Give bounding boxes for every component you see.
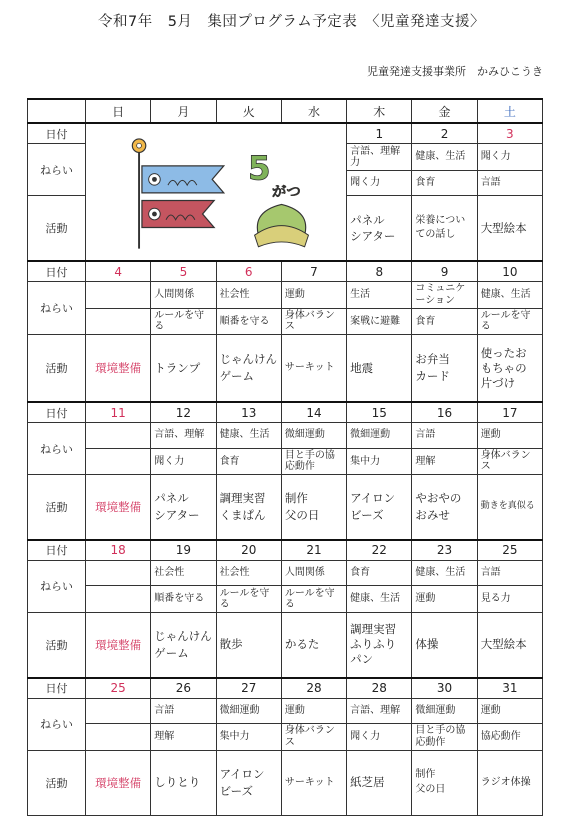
day-wed: 水 [281,99,346,123]
date-label: 日付 [28,540,86,560]
date-label: 日付 [28,402,86,422]
schedule-table [27,98,543,816]
week3-aim-row-2 [28,448,543,475]
activity-cell: 地震 [347,335,412,402]
aim-cell: 人間関係 [151,282,216,309]
activity-cell: パネル シアター [151,475,216,540]
week2-activity-row [28,335,543,402]
aim-cell: 生活 [347,282,412,309]
aim-cell: 見る力 [477,586,542,613]
date-cell: 28 [281,678,346,698]
activity-cell: 栄養につい ての話し [412,196,477,261]
date-cell: 5 [151,261,216,281]
date-cell: 30 [412,678,477,698]
aim-cell [86,308,151,335]
activity-label: 活動 [28,196,86,261]
aim-cell: 食育 [412,170,477,196]
week3-date-row [28,402,543,422]
activity-cell: ラジオ体操 [477,750,542,815]
activity-cell: サーキット [281,335,346,402]
aim-cell: 健康、生活 [412,144,477,171]
aim-cell: 健康、生活 [347,586,412,613]
aim-cell: 運動 [281,282,346,309]
date-cell: 14 [281,402,346,422]
aim-cell: 社会性 [216,282,281,309]
aim-cell: 食育 [412,308,477,335]
activity-cell: 散歩 [216,612,281,677]
aim-cell: ルールを守る [281,586,346,613]
activity-cell: やおやの おみせ [412,475,477,540]
date-cell: 3 [477,123,542,143]
aim-cell: 言語、理解 [347,698,412,724]
date-label: 日付 [28,123,86,143]
date-cell: 28 [347,678,412,698]
aim-cell: 協応動作 [477,724,542,751]
day-sat: 土 [477,99,542,123]
activity-label: 活動 [28,475,86,540]
activity-cell: パネル シアター [347,196,412,261]
week4-aim-row-2 [28,586,543,613]
aim-cell: 目と手の協応動作 [412,724,477,751]
koinobori-illustration [86,123,347,261]
date-cell: 19 [151,540,216,560]
aim-cell: 食育 [347,560,412,586]
activity-cell: サーキット [281,750,346,815]
aim-cell: 順番を守る [216,308,281,335]
activity-cell: 環境整備 [86,335,151,402]
activity-cell: 動きを真似る [477,475,542,540]
aim-cell: 聞く力 [477,144,542,171]
date-cell: 23 [412,540,477,560]
activity-cell: 制作 父の日 [281,475,346,540]
aim-cell: 運動 [412,586,477,613]
aim-cell: 言語 [151,698,216,724]
week5-date-row [28,678,543,698]
activity-cell: じゃんけん ゲーム [216,335,281,402]
day-mon: 月 [151,99,216,123]
aim-cell: 身体バランス [477,448,542,475]
aim-cell: ルールを守る [216,586,281,613]
aim-cell: 身体バランス [281,308,346,335]
activity-cell: 環境整備 [86,750,151,815]
aim-cell: 集中力 [216,724,281,751]
activity-cell: 制作 父の日 [412,750,477,815]
activity-cell: アイロン ビーズ [216,750,281,815]
day-sun: 日 [86,99,151,123]
aim-cell: 食育 [216,448,281,475]
aim-cell: 目と手の協応動作 [281,448,346,475]
date-label: 日付 [28,261,86,281]
activity-cell: じゃんけん ゲーム [151,612,216,677]
aim-label: ねらい [28,282,86,335]
day-thu: 木 [347,99,412,123]
week5-aim-row-1 [28,698,543,724]
date-cell: 6 [216,261,281,281]
weekday-header-row [28,99,543,123]
date-cell: 12 [151,402,216,422]
week2-aim-row-1 [28,282,543,309]
date-cell: 31 [477,678,542,698]
aim-cell [86,560,151,586]
aim-cell: 運動 [477,698,542,724]
aim-cell: 言語 [477,170,542,196]
date-cell: 25 [86,678,151,698]
date-cell: 8 [347,261,412,281]
activity-label: 活動 [28,612,86,677]
activity-label: 活動 [28,750,86,815]
activity-cell: 体操 [412,612,477,677]
aim-cell: ルールを守る [477,308,542,335]
aim-cell: 言語 [412,422,477,448]
date-label: 日付 [28,678,86,698]
aim-cell: 言語 [477,560,542,586]
corner-cell [28,99,86,123]
aim-cell [86,698,151,724]
date-cell: 15 [347,402,412,422]
five-text: 5 [247,149,271,188]
aim-cell [86,586,151,613]
activity-cell: 調理実習 くまぱん [216,475,281,540]
date-cell: 26 [151,678,216,698]
activity-cell: 紙芝居 [347,750,412,815]
date-cell: 21 [281,540,346,560]
aim-cell: 案戦に避難 [347,308,412,335]
aim-cell: コミュニケーション [412,282,477,309]
aim-cell: 微細運動 [412,698,477,724]
aim-cell: 理解 [151,724,216,751]
aim-cell: 健康、生活 [412,560,477,586]
date-cell: 27 [216,678,281,698]
aim-cell: 言語、理解力 [347,144,412,171]
aim-cell: 聞く力 [347,170,412,196]
week4-date-row [28,540,543,560]
gatsu-text: がつ [271,185,301,202]
day-fri: 金 [412,99,477,123]
week2-aim-row-2 [28,308,543,335]
activity-cell: 使ったお もちゃの 片づけ [477,335,542,402]
activity-label: 活動 [28,335,86,402]
week5-activity-row [28,750,543,815]
date-cell: 20 [216,540,281,560]
activity-cell: 環境整備 [86,475,151,540]
aim-cell: 運動 [477,422,542,448]
date-cell: 18 [86,540,151,560]
date-cell: 25 [477,540,542,560]
aim-cell: 聞く力 [151,448,216,475]
activity-cell: 大型絵本 [477,612,542,677]
date-cell: 2 [412,123,477,143]
week3-activity-row [28,475,543,540]
activity-cell: しりとり [151,750,216,815]
aim-cell: 微細運動 [347,422,412,448]
activity-cell: 調理実習 ふりふり パン [347,612,412,677]
date-cell: 9 [412,261,477,281]
week4-activity-row [28,612,543,677]
date-cell: 11 [86,402,151,422]
week1-date-row [28,123,543,143]
aim-cell: 順番を守る [151,586,216,613]
activity-cell: トランプ [151,335,216,402]
aim-cell: 健康、生活 [216,422,281,448]
aim-cell: 微細運動 [216,698,281,724]
week4-aim-row-1 [28,560,543,586]
aim-cell: 健康、生活 [477,282,542,309]
aim-cell: 理解 [412,448,477,475]
activity-cell: かるた [281,612,346,677]
aim-cell [86,448,151,475]
aim-label: ねらい [28,422,86,474]
aim-cell [86,724,151,751]
week2-date-row [28,261,543,281]
activity-cell: 環境整備 [86,612,151,677]
week5-aim-row-2 [28,724,543,751]
organization-name: 児童発達支援事業所 かみひこうき [367,65,543,78]
aim-cell: 人間関係 [281,560,346,586]
aim-cell: ルールを守る [151,308,216,335]
aim-cell [86,282,151,309]
date-cell: 16 [412,402,477,422]
aim-cell: 運動 [281,698,346,724]
aim-cell: 聞く力 [347,724,412,751]
date-cell: 1 [347,123,412,143]
activity-cell: アイロン ビーズ [347,475,412,540]
date-cell: 17 [477,402,542,422]
aim-cell: 社会性 [151,560,216,586]
date-cell: 4 [86,261,151,281]
aim-cell: 言語、理解 [151,422,216,448]
koinobori-illustration-art [89,125,343,259]
aim-cell: 社会性 [216,560,281,586]
aim-label: ねらい [28,144,86,196]
aim-label: ねらい [28,560,86,612]
aim-cell: 微細運動 [281,422,346,448]
aim-label: ねらい [28,698,86,750]
date-cell: 7 [281,261,346,281]
aim-cell: 集中力 [347,448,412,475]
date-cell: 10 [477,261,542,281]
aim-cell [86,422,151,448]
day-tue: 火 [216,99,281,123]
date-cell: 22 [347,540,412,560]
aim-cell: 身体バランス [281,724,346,751]
activity-cell: お弁当 カード [412,335,477,402]
activity-cell: 大型絵本 [477,196,542,261]
page-title: 令和7年 5月 集団プログラム予定表 〈児童発達支援〉 [97,14,486,30]
week3-aim-row-1 [28,422,543,448]
date-cell: 13 [216,402,281,422]
